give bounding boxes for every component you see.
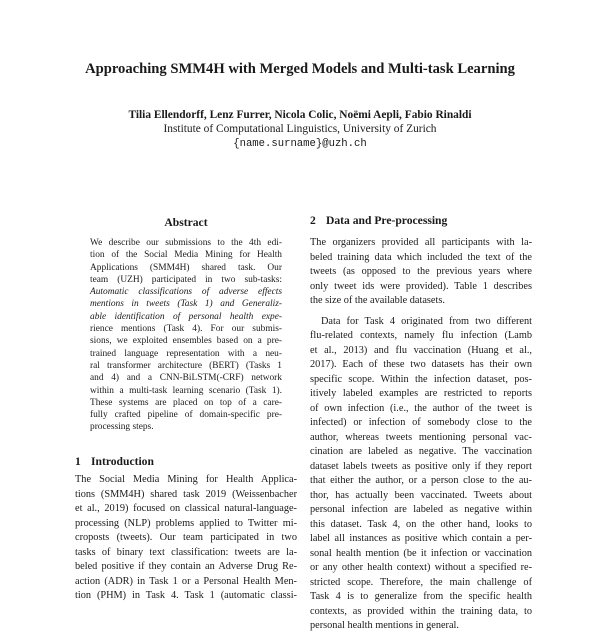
abstract-line: fully crafted pipeline of domain-specific pre- xyxy=(90,410,282,421)
body-line: croposts (tweets). Our team participated in two xyxy=(75,532,297,543)
body-line: personal infection are labeled as negative within xyxy=(310,504,532,515)
body-line: label all instances as positive which contain a per- xyxy=(310,533,532,544)
abstract-line: within a multi-task learning scenario (Task 1). xyxy=(90,385,282,396)
abstract-line: ral transformer architecture (BERT) (Tasks 1 xyxy=(90,360,282,371)
abstract-line: Automatic classifications of adverse effects xyxy=(90,287,282,298)
abstract-line-italic: mentions in tweets (Task 1) and Generaliz- xyxy=(90,299,282,310)
body-line: only tweet ids were provided). Table 1 describes xyxy=(310,280,532,292)
body-line: dataset labels tweets as positive only if they report xyxy=(310,460,532,472)
body-line: author, whereas tweets mentioning personal vac- xyxy=(310,431,532,443)
body-line: specific scope. Within the infection dataset, pos- xyxy=(310,373,532,385)
affiliation: Institute of Computational Linguistics, University of Zurich xyxy=(163,123,437,135)
body-line: stricted scope. Therefore, the main challenge of xyxy=(310,576,532,588)
body-line: The organizers provided all participants with la- xyxy=(310,237,532,248)
body-line: or any other health context) without a specified re- xyxy=(310,562,532,573)
body-line: Data for Task 4 originated from two different xyxy=(321,315,532,327)
body-line: 2017). Each of these two datasets has their own xyxy=(310,359,532,370)
body-line: tions (SMM4H) shared task 2019 (Weissenbacher xyxy=(75,488,297,500)
abstract-line: These systems are placed on top of a care- xyxy=(90,397,282,408)
abstract-line: sions, we exploited ensembles based on a pre- xyxy=(90,336,282,347)
section-title: Data and Pre-processing xyxy=(326,214,448,227)
body-line: et al., 2019) focused on classical natural-language- xyxy=(75,503,297,514)
body-line: sonal health mention (be it infection or vaccination xyxy=(310,547,532,559)
body-line: contexts, as provided within the training data, to xyxy=(310,605,532,617)
data-section-body xyxy=(310,236,532,634)
section-number: 1 xyxy=(75,455,81,468)
body-line: that either the author, or a person close to the au- xyxy=(310,475,532,486)
body-line: beled training data which included the text of the xyxy=(310,251,532,263)
body-line: flu-related contexts, namely flu infection (Lamb xyxy=(310,330,532,341)
section-heading-data xyxy=(310,213,447,228)
abstract-line: team (UZH) participated in two sub-tasks: xyxy=(90,274,282,285)
abstract-line xyxy=(90,298,282,310)
body-line: The Social Media Mining for Health Applica- xyxy=(75,474,297,485)
abstract-line: processing steps. xyxy=(90,422,154,433)
body-line: action (ADR) in Task 1 or a Personal Health Men- xyxy=(75,575,297,587)
body-line: thor, has actually been vaccinated. Tweets about xyxy=(310,489,532,501)
body-line: tion (PHM) in Task 4. Task 1 (automatic classi- xyxy=(75,590,297,601)
section-title: Introduction xyxy=(91,455,154,468)
body-line: cination are labeled as negative. The vaccination xyxy=(310,446,532,457)
paper-title: Approaching SMM4H with Merged Models and Multi-task Learning xyxy=(85,61,515,77)
body-line: et al., 2013) and flu vaccination (Huang et al., xyxy=(310,344,532,356)
section-number: 2 xyxy=(310,214,316,227)
body-line: infected) or infection of somebody close to the xyxy=(310,417,532,428)
section-heading-introduction xyxy=(75,454,154,469)
body-line: itively labeled examples are restricted to reports xyxy=(310,388,532,399)
body-line: the size of the available datasets. xyxy=(310,295,445,306)
introduction-body xyxy=(75,473,297,604)
abstract-line: trained language representation with a neu- xyxy=(90,348,282,359)
abstract-line: able identification of personal health expe- xyxy=(90,311,282,322)
email-address: {name.surname}@uzh.ch xyxy=(233,138,367,150)
body-line: processing (NLP) problems applied to Twitter mi- xyxy=(75,517,297,529)
body-line: Task 4 is to generalize from the specific health xyxy=(310,591,532,602)
body-line: tweets (as opposed to the previous years where xyxy=(310,266,532,277)
author-list: Tilia Ellendorff, Lenz Furrer, Nicola Colic, Noëmi Aepli, Fabio Rinaldi xyxy=(128,109,472,121)
abstract-line: Applications (SMM4H) shared task. Our xyxy=(90,262,282,273)
abstract-heading: Abstract xyxy=(164,216,208,229)
body-line: beled positive if they contain an Adverse Drug Re- xyxy=(75,561,297,572)
abstract-line: We describe our submissions to the 4th edi- xyxy=(90,238,282,248)
body-line: of own infection (i.e., the author of the tweet is xyxy=(310,402,532,414)
body-line: this dataset. Task 4, on the other hand, looks to xyxy=(310,518,532,530)
abstract-line: tion of the Social Media Mining for Health xyxy=(90,250,282,261)
abstract-line: rience mentions (Task 4). For our submis- xyxy=(90,324,282,335)
abstract-line: and 4) and a CNN-BiLSTM(-CRF) network xyxy=(90,373,282,384)
body-line: tasks of binary text classification: tweets are la- xyxy=(75,546,297,558)
abstract-body xyxy=(90,237,282,434)
body-line: personal health mentions in general. xyxy=(310,620,459,631)
